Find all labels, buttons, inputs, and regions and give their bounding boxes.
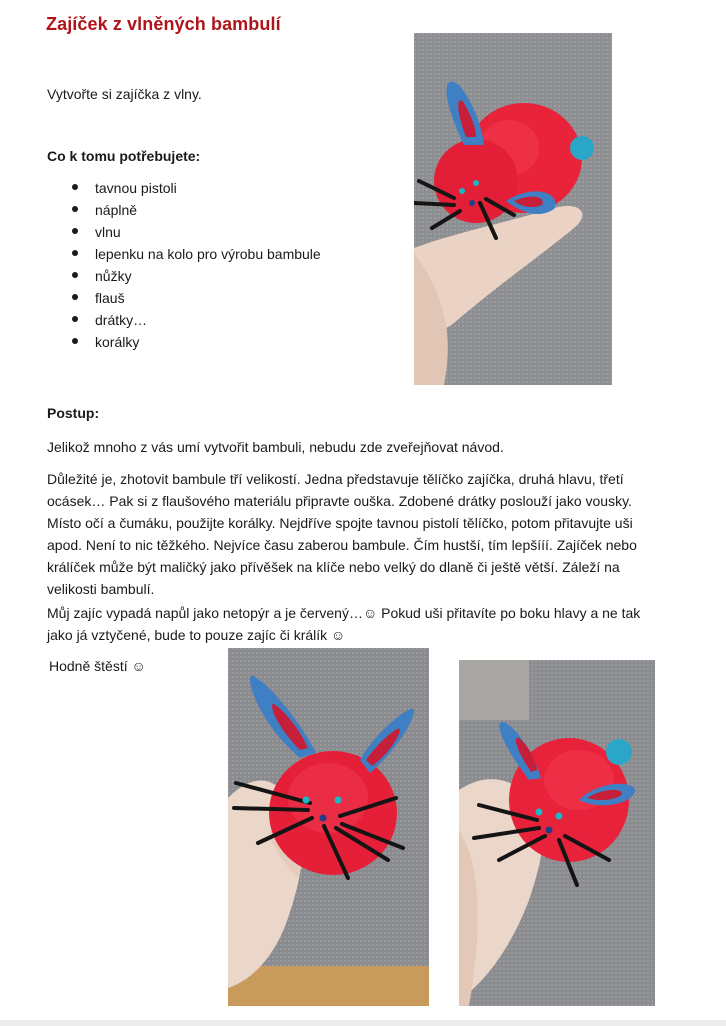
bullet-icon — [72, 206, 78, 212]
intro-text: Vytvořte si zajíčka z vlny. — [47, 86, 202, 102]
list-item: náplně — [70, 199, 321, 221]
bullet-icon — [72, 250, 78, 256]
bunny-photo-angle — [459, 660, 655, 1006]
procedure-paragraph: Můj zajíc vypadá napůl jako netopýr a je červený…☺ Pokud uši přitavíte po boku hlavy a ne tak jako já vztyčené, bude to pouze zajíc či králík ☺ — [47, 605, 641, 643]
bunny-photo-front — [228, 648, 429, 1006]
bullet-icon — [72, 228, 78, 234]
closing-text: Hodně štěstí ☺ — [49, 658, 146, 674]
bullet-icon — [72, 184, 78, 190]
supplies-list — [70, 177, 321, 353]
document-title: Zajíček z vlněných bambulí — [46, 14, 281, 34]
list-item: nůžky — [70, 265, 321, 287]
bullet-icon — [72, 338, 78, 344]
bunny-photo-side — [414, 33, 612, 385]
supplies-heading: Co k tomu potřebujete: — [47, 148, 201, 164]
list-item: korálky — [70, 331, 321, 353]
list-item: lepenku na kolo pro výrobu bambule — [70, 243, 321, 265]
bullet-icon — [72, 272, 78, 278]
list-item: drátky… — [70, 309, 321, 331]
bullet-icon — [72, 294, 78, 300]
bullet-icon — [72, 316, 78, 322]
list-item: tavnou pistoli — [70, 177, 321, 199]
procedure-heading: Postup: — [47, 405, 100, 421]
list-item: vlnu — [70, 221, 321, 243]
procedure-paragraph: Důležité je, zhotovit bambule tří velikostí. Jedna představuje tělíčko zajíčka, druhá hlavu, třetí ocásek… Pak si z flaušového materiálu připravte ouška. Zdobené drátky poslouží jako vousky. Místo očí a čumáku, použijte korálky. Nejdříve spojte tavnou pistolí tělíčko, potom přitavujte uši apod. Není to nic těžkého. Nejvíce času zaberou bambule. Čím hustší, tím lepšííí. Zajíček nebo králíček může být maličký jako přívěšek na klíče nebo velký do dlaně či ještě větší. Záleží na velikosti bambulí. — [47, 471, 637, 597]
procedure-paragraph: Jelikož mnoho z vás umí vytvořit bambuli, nebudu zde zveřejňovat návod. — [47, 439, 504, 455]
list-item: flauš — [70, 287, 321, 309]
page-bottom-bar — [0, 1020, 726, 1026]
